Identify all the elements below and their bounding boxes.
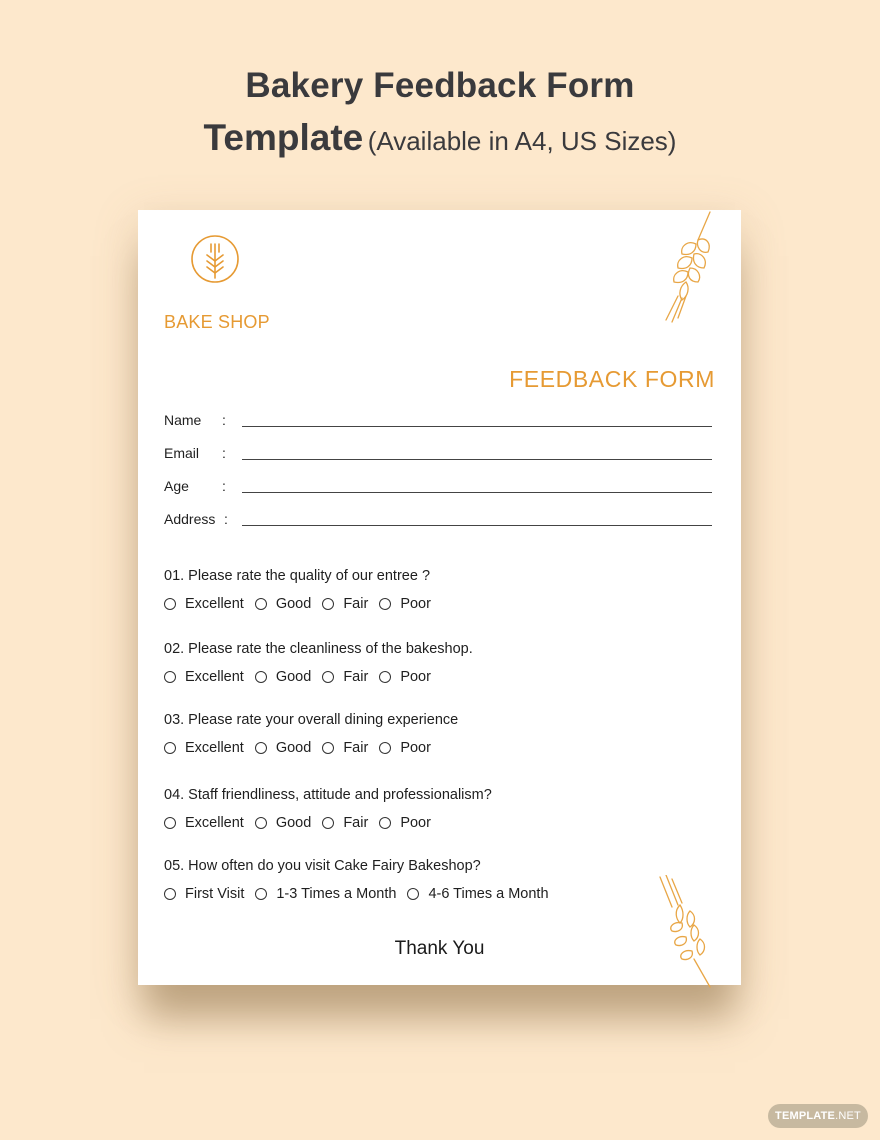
question-text: 05. How often do you visit Cake Fairy Bakeshop? [164, 858, 481, 874]
radio-option[interactable]: Poor [379, 740, 431, 756]
radio-option[interactable]: Fair [322, 740, 368, 756]
age-field[interactable]: Age : [164, 478, 714, 500]
radio-circle-icon[interactable] [322, 671, 334, 683]
radio-circle-icon[interactable] [407, 888, 419, 900]
radio-group [164, 593, 724, 615]
question-2 [164, 638, 724, 688]
headline-template-word: Template [203, 117, 364, 158]
radio-circle-icon[interactable] [322, 817, 334, 829]
radio-option[interactable]: 4-6 Times a Month [407, 886, 548, 902]
field-label: Email [164, 445, 200, 461]
radio-option[interactable]: Excellent [164, 596, 244, 612]
age-input-line[interactable] [242, 492, 712, 493]
radio-circle-icon[interactable] [164, 598, 176, 610]
brand-name: BAKE SHOP [164, 312, 270, 332]
radio-circle-icon[interactable] [379, 742, 391, 754]
radio-option[interactable]: Poor [379, 669, 431, 685]
question-text: 02. Please rate the cleanliness of the bakeshop. [164, 641, 473, 657]
name-input-line[interactable] [242, 426, 712, 427]
headline-size-note: (Available in A4, US Sizes) [367, 126, 677, 156]
radio-option[interactable]: Excellent [164, 740, 244, 756]
question-4 [164, 784, 724, 834]
radio-circle-icon[interactable] [255, 817, 267, 829]
radio-circle-icon[interactable] [379, 598, 391, 610]
wheat-stalk-icon [654, 875, 719, 990]
radio-option[interactable]: Fair [322, 815, 368, 831]
wheat-stalk-icon [658, 210, 718, 325]
question-3 [164, 709, 724, 759]
radio-option[interactable]: Excellent [164, 669, 244, 685]
email-field[interactable]: Email : [164, 445, 714, 467]
address-field[interactable]: Address : [164, 511, 714, 533]
name-field[interactable]: Name : [164, 412, 714, 434]
radio-group [164, 666, 724, 688]
radio-option[interactable]: Fair [322, 596, 368, 612]
question-text: 04. Staff friendliness, attitude and professionalism? [164, 787, 492, 803]
field-label: Age [164, 478, 189, 494]
radio-option[interactable]: Excellent [164, 815, 244, 831]
radio-group [164, 883, 724, 905]
radio-group [164, 812, 724, 834]
radio-option[interactable]: Good [255, 740, 311, 756]
radio-option[interactable]: Good [255, 669, 311, 685]
question-5 [164, 855, 724, 905]
radio-circle-icon[interactable] [164, 742, 176, 754]
radio-circle-icon[interactable] [322, 742, 334, 754]
radio-option[interactable]: Good [255, 815, 311, 831]
radio-circle-icon[interactable] [255, 888, 267, 900]
thank-you-text: Thank You [394, 938, 485, 959]
radio-circle-icon[interactable] [164, 817, 176, 829]
radio-option[interactable]: Good [255, 596, 311, 612]
question-text: 01. Please rate the quality of our entree ? [164, 568, 431, 584]
radio-circle-icon[interactable] [255, 742, 267, 754]
radio-circle-icon[interactable] [379, 817, 391, 829]
question-1 [164, 565, 724, 615]
radio-circle-icon[interactable] [255, 598, 267, 610]
radio-circle-icon[interactable] [255, 671, 267, 683]
address-input-line[interactable] [242, 525, 712, 526]
field-label: Address [164, 511, 216, 527]
radio-option[interactable]: Fair [322, 669, 368, 685]
question-text: 03. Please rate your overall dining experience [164, 712, 459, 728]
radio-group [164, 737, 724, 759]
headline-title: Bakery Feedback Form [245, 66, 635, 105]
radio-option[interactable]: Poor [379, 596, 431, 612]
radio-circle-icon[interactable] [164, 671, 176, 683]
field-label: Name [164, 412, 202, 428]
radio-option[interactable]: Poor [379, 815, 431, 831]
form-title: FEEDBACK FORM [509, 366, 715, 392]
feedback-form-document [138, 210, 741, 985]
email-input-line[interactable] [242, 459, 712, 460]
page-headline [0, 62, 880, 172]
template-net-watermark[interactable]: TEMPLATE .NET [768, 1104, 868, 1128]
radio-circle-icon[interactable] [322, 598, 334, 610]
headline-subtitle [0, 112, 880, 172]
wheat-circle-logo-icon [190, 234, 240, 284]
radio-option[interactable]: 1-3 Times a Month [255, 886, 396, 902]
radio-option[interactable]: First Visit [164, 886, 244, 902]
radio-circle-icon[interactable] [164, 888, 176, 900]
radio-circle-icon[interactable] [379, 671, 391, 683]
